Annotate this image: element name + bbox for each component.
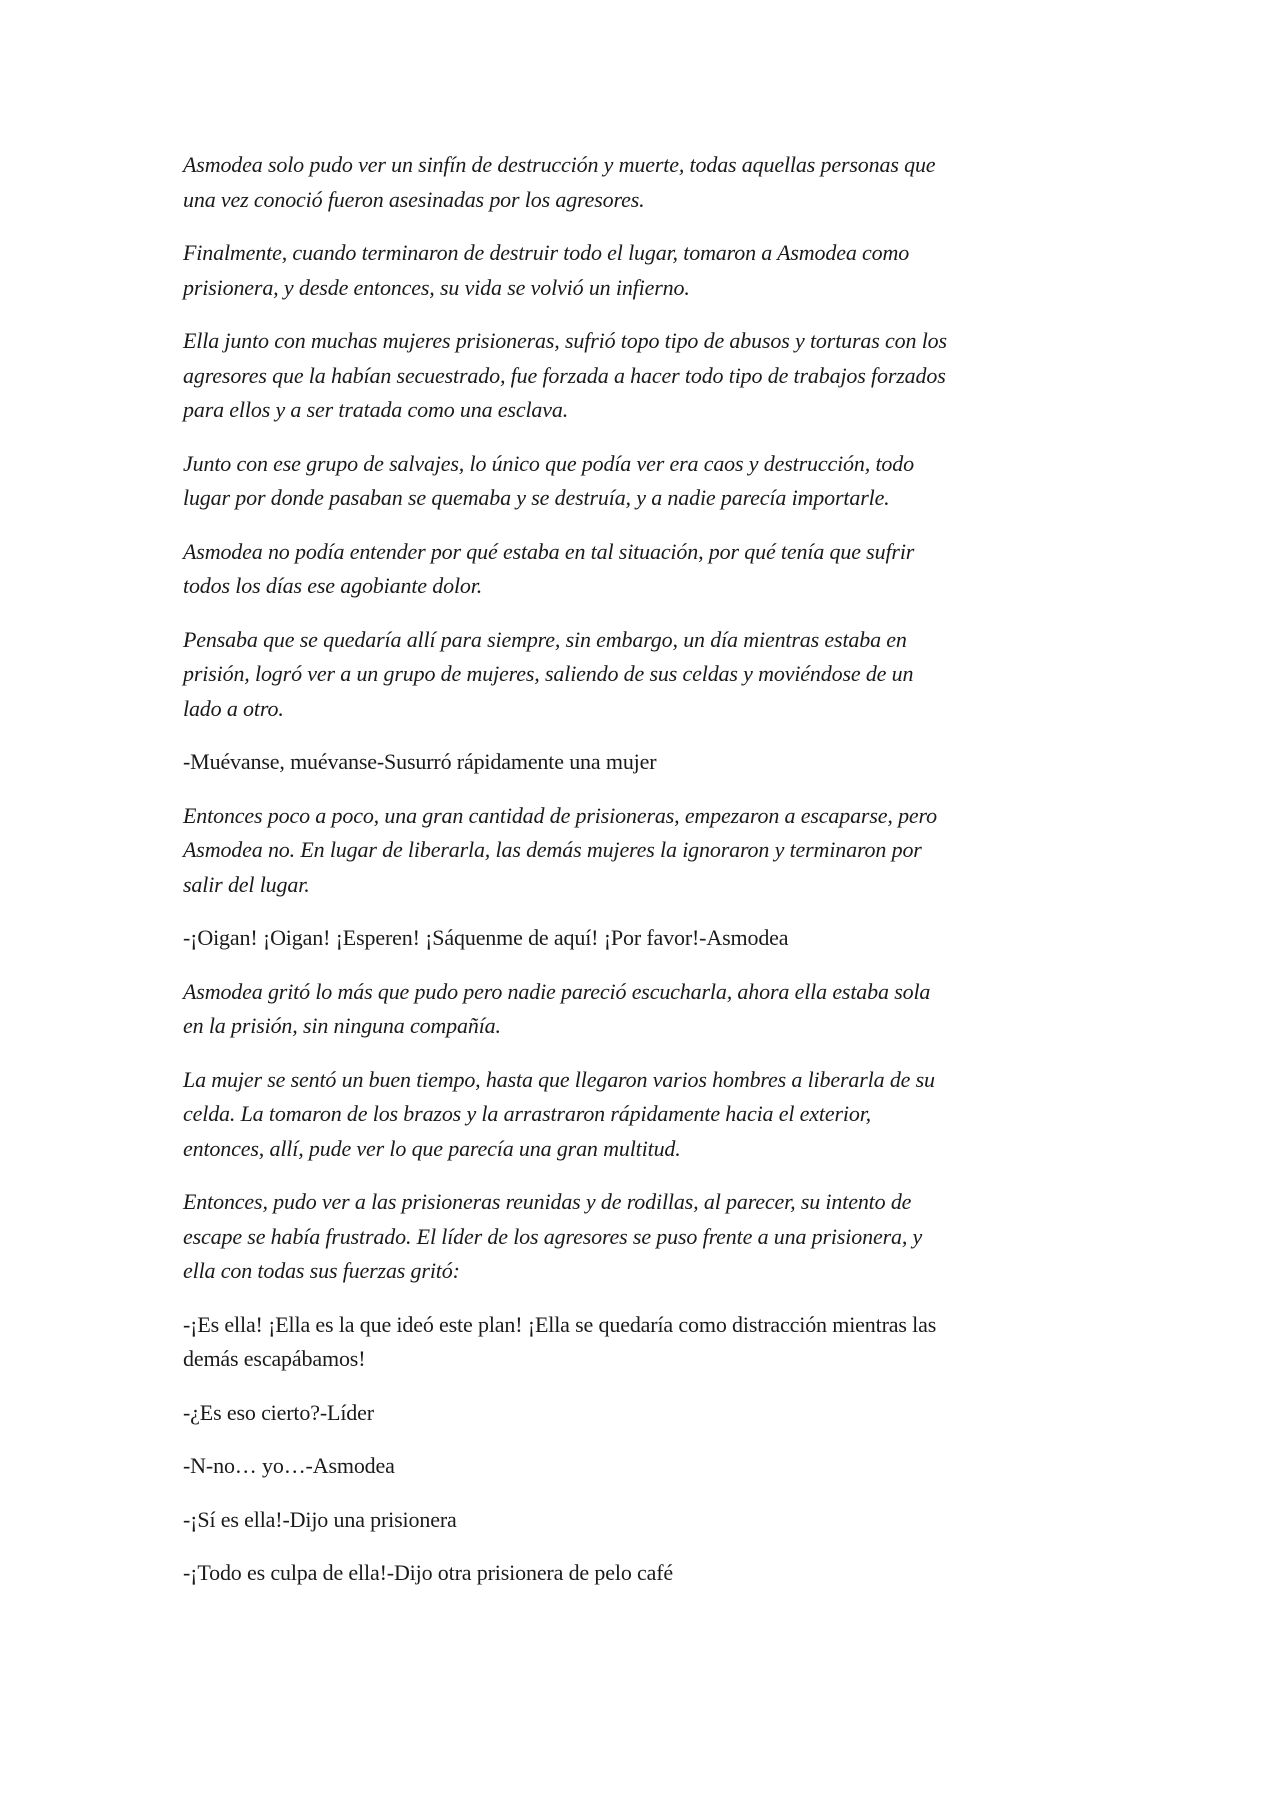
text-line: -Muévanse, muévanse-Susurró rápidamente una mujer [183,749,657,774]
text-line: lugar por donde pasaban se quemaba y se destruía, y a nadie parecía importarle. [183,485,890,510]
narration-paragraph [183,447,1103,516]
text-line: una vez conoció fueron asesinadas por los agresores. [183,186,645,212]
narration-paragraph [183,1063,1103,1167]
narration-paragraph [183,324,1103,428]
text-line: La mujer se sentó un buen tiempo, hasta que llegaron varios hombres a liberarla de su [183,1066,935,1092]
text-line: Junto con ese grupo de salvajes, lo único que podía ver era caos y destrucción, todo [183,450,914,476]
text-line: Finalmente, cuando terminaron de destruir todo el lugar, tomaron a Asmodea como [183,240,910,265]
narration-paragraph [183,148,1103,217]
text-line: Entonces, pudo ver a las prisioneras reunidas y de rodillas, al parecer, su intento de [183,1189,912,1214]
dialogue-paragraph [183,1308,1103,1377]
text-line: Asmodea no podía entender por qué estaba en tal situación, por qué tenía que sufrir [183,538,915,564]
dialogue-line [183,1449,1103,1484]
text-line: celda. La tomaron de los brazos y la arrastraron rápidamente hacia el exterior, [183,1101,872,1126]
narration-paragraph [183,975,1103,1044]
text-line: Pensaba que se quedaría allí para siempre, sin embargo, un día mientras estaba en [183,626,907,652]
text-line: ella con todas sus fuerzas gritó: [183,1258,460,1283]
text-line: -N-no… yo…-Asmodea [183,1453,395,1478]
text-line: prisionera, y desde entonces, su vida se volvió un infierno. [183,274,690,300]
text-line: Asmodea solo pudo ver un sinfín de destrucción y muerte, todas aquellas personas que [183,152,936,177]
text-line: todos los días ese agobiante dolor. [183,573,483,598]
text-line: escape se había frustrado. El líder de los agresores se puso frente a una prisionera, y [183,1223,923,1249]
text-line: -¡Todo es culpa de ella!-Dijo otra prisionera de pelo café [183,1560,674,1585]
text-line: agresores que la habían secuestrado, fue forzada a hacer todo tipo de trabajos forzados [183,362,946,388]
dialogue-line [183,1503,1103,1538]
narration-paragraph [183,799,1103,903]
text-line: en la prisión, sin ninguna compañía. [183,1013,501,1038]
text-line: -¡Oigan! ¡Oigan! ¡Esperen! ¡Sáquenme de aquí! ¡Por favor!-Asmodea [183,925,789,950]
dialogue-line [183,1556,1103,1591]
narration-paragraph [183,236,1103,305]
text-line: -¿Es eso cierto?-Líder [183,1399,374,1425]
narration-paragraph [183,623,1103,727]
text-line: Ella junto con muchas mujeres prisioneras, sufrió topo tipo de abusos y torturas con los [183,328,947,353]
text-line: Asmodea no. En lugar de liberarla, las demás mujeres la ignoraron y terminaron por [183,837,922,862]
narration-paragraph [183,535,1103,604]
text-line: -¡Sí es ella!-Dijo una prisionera [183,1506,457,1532]
text-line: lado a otro. [183,695,284,721]
text-line: entonces, allí, pude ver lo que parecía una gran multitud. [183,1135,681,1161]
text-line: salir del lugar. [183,871,310,897]
text-line: -¡Es ella! ¡Ella es la que ideó este plan! ¡Ella se quedaría como distracción mientras las [183,1311,937,1337]
dialogue-line [183,1396,1103,1431]
text-line: prisión, logró ver a un grupo de mujeres, saliendo de sus celdas y moviéndose de un [183,661,914,686]
text-line: para ellos y a ser tratada como una esclava. [183,397,569,422]
dialogue-line [183,745,1103,780]
text-line: Asmodea gritó lo más que pudo pero nadie pareció escucharla, ahora ella estaba sola [183,978,931,1004]
narration-paragraph [183,1185,1103,1289]
text-line: demás escapábamos! [183,1346,366,1371]
document-body [183,148,1103,1610]
dialogue-line [183,921,1103,956]
text-line: Entonces poco a poco, una gran cantidad de prisioneras, empezaron a escaparse, pero [183,802,937,828]
